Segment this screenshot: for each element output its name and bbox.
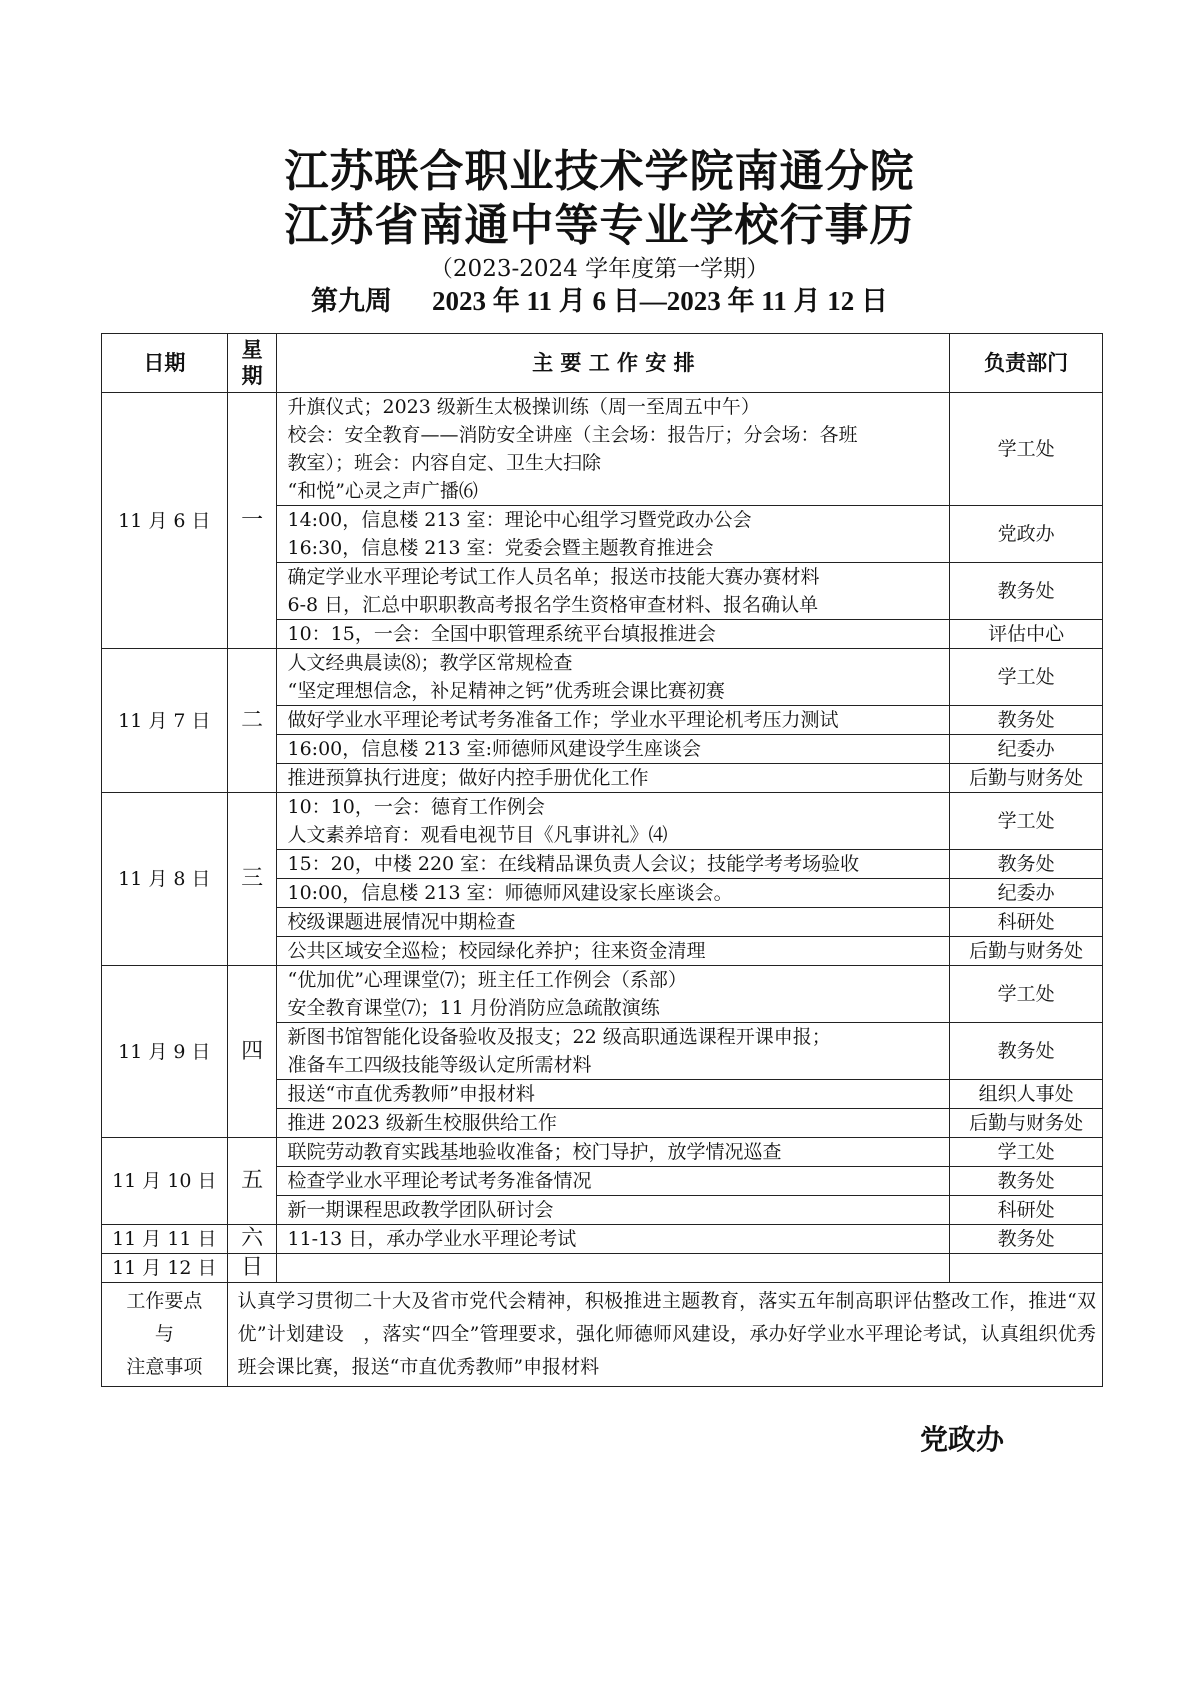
work-item-cell: “优加优”心理课堂⑺；班主任工作例会（系部） <box>277 966 950 995</box>
work-item-cell: 做好学业水平理论考试考务准备工作；学业水平理论机考压力测试 <box>277 706 950 735</box>
department-cell: 党政办 <box>950 506 1103 563</box>
day-date-cell: 11 月 8 日 <box>102 793 228 966</box>
table-row <box>102 793 1103 822</box>
department-cell: 教务处 <box>950 850 1103 879</box>
table-row <box>102 1225 1103 1254</box>
department-cell: 教务处 <box>950 1225 1103 1254</box>
day-date-cell: 11 月 11 日 <box>102 1225 228 1254</box>
header-dept: 负责部门 <box>950 334 1103 393</box>
work-item-cell: 报送“市直优秀教师”申报材料 <box>277 1080 950 1109</box>
department-cell: 评估中心 <box>950 620 1103 649</box>
work-item-cell: 教室）；班会：内容自定、卫生大扫除 <box>277 449 950 477</box>
work-item-cell <box>277 1254 950 1283</box>
day-date-cell: 11 月 10 日 <box>102 1138 228 1225</box>
day-date-cell: 11 月 12 日 <box>102 1254 228 1283</box>
work-item-cell: 6-8 日，汇总中职职教高考报名学生资格审查材料、报名确认单 <box>277 591 950 620</box>
department-cell: 后勤与财务处 <box>950 1109 1103 1138</box>
work-item-cell: 10：15，一会：全国中职管理系统平台填报推进会 <box>277 620 950 649</box>
weekday-cell: 四 <box>227 966 277 1138</box>
day-date-cell: 11 月 6 日 <box>102 393 228 649</box>
weekday-cell: 六 <box>227 1225 277 1254</box>
department-cell: 教务处 <box>950 1167 1103 1196</box>
work-item-cell: 11-13 日，承办学业水平理论考试 <box>277 1225 950 1254</box>
work-item-cell: 公共区域安全巡检；校园绿化养护；往来资金清理 <box>277 937 950 966</box>
work-item-cell: 16:30，信息楼 213 室：党委会暨主题教育推进会 <box>277 534 950 563</box>
work-item-cell: 14:00，信息楼 213 室：理论中心组学习暨党政办公会 <box>277 506 950 535</box>
work-item-cell: 检查学业水平理论考试考务准备情况 <box>277 1167 950 1196</box>
schedule-body <box>102 393 1103 1283</box>
department-cell: 后勤与财务处 <box>950 937 1103 966</box>
department-cell: 纪委办 <box>950 879 1103 908</box>
weekday-cell: 日 <box>227 1254 277 1283</box>
notes-row <box>102 1283 1103 1387</box>
work-item-cell: 10：10，一会：德育工作例会 <box>277 793 950 822</box>
table-row <box>102 649 1103 678</box>
week-label: 第九周 <box>310 286 392 316</box>
work-item-cell: 校会：安全教育——消防安全讲座（主会场：报告厅；分会场：各班 <box>277 421 950 449</box>
department-cell: 组织人事处 <box>950 1080 1103 1109</box>
day-date-cell: 11 月 9 日 <box>102 966 228 1138</box>
week-date-range: 2023 年 11 月 6 日—2023 年 11 月 12 日 <box>431 286 889 316</box>
header-weekday-line-1: 星 <box>241 338 263 362</box>
department-cell: 学工处 <box>950 966 1103 1023</box>
work-item-cell: 推进预算执行进度；做好内控手册优化工作 <box>277 764 950 793</box>
work-item-cell: 新一期课程思政教学团队研讨会 <box>277 1196 950 1225</box>
issuer-signature: 党政办 <box>920 1423 1005 1456</box>
department-cell: 学工处 <box>950 1138 1103 1167</box>
document-title-line-1: 江苏联合职业技术学院南通分院 <box>284 146 915 197</box>
department-cell: 学工处 <box>950 393 1103 506</box>
day-date-cell: 11 月 7 日 <box>102 649 228 793</box>
schedule-table <box>101 333 1103 1387</box>
department-cell: 科研处 <box>950 1196 1103 1225</box>
department-cell: 后勤与财务处 <box>950 764 1103 793</box>
semester-subtitle: （2023-2024 学年度第一学期） <box>429 256 770 282</box>
table-row <box>102 1254 1103 1283</box>
work-item-cell: 推进 2023 级新生校服供给工作 <box>277 1109 950 1138</box>
work-item-cell: 安全教育课堂⑺；11 月份消防应急疏散演练 <box>277 994 950 1023</box>
work-item-cell: 人文素养培育：观看电视节目《凡事讲礼》⑷ <box>277 821 950 850</box>
notes-label-line: 工作要点 <box>126 1290 203 1312</box>
weekday-cell: 一 <box>227 393 277 649</box>
work-item-cell: 准备车工四级技能等级认定所需材料 <box>277 1051 950 1080</box>
work-item-cell: 联院劳动教育实践基地验收准备；校门导护，放学情况巡查 <box>277 1138 950 1167</box>
work-item-cell: 校级课题进展情况中期检查 <box>277 908 950 937</box>
weekday-cell: 三 <box>227 793 277 966</box>
work-item-cell: 15：20，中楼 220 室：在线精品课负责人会议；技能学考考场验收 <box>277 850 950 879</box>
table-row <box>102 393 1103 422</box>
department-cell: 学工处 <box>950 793 1103 850</box>
weekday-cell: 二 <box>227 649 277 793</box>
work-item-cell: 确定学业水平理论考试工作人员名单；报送市技能大赛办赛材料 <box>277 563 950 592</box>
department-cell: 教务处 <box>950 563 1103 620</box>
table-row <box>102 1138 1103 1167</box>
work-item-cell: 新图书馆智能化设备验收及报支；22 级高职通选课程开课申报； <box>277 1023 950 1052</box>
table-row <box>102 966 1103 995</box>
work-item-cell: 16:00，信息楼 213 室:师德师风建设学生座谈会 <box>277 735 950 764</box>
department-cell: 教务处 <box>950 706 1103 735</box>
department-cell: 纪委办 <box>950 735 1103 764</box>
department-cell: 科研处 <box>950 908 1103 937</box>
document-title-line-2: 江苏省南通中等专业学校行事历 <box>284 200 915 251</box>
work-item-cell: 升旗仪式；2023 级新生太极操训练（周一至周五中午） <box>277 393 950 422</box>
notes-label-line: 注意事项 <box>126 1356 203 1378</box>
work-item-cell: “坚定理想信念，补足精神之钙”优秀班会课比赛初赛 <box>277 677 950 706</box>
department-cell: 教务处 <box>950 1023 1103 1080</box>
work-item-cell: 10:00，信息楼 213 室：师德师风建设家长座谈会。 <box>277 879 950 908</box>
header-weekday <box>227 334 277 393</box>
department-cell <box>950 1254 1103 1283</box>
table-header-row <box>102 334 1103 393</box>
notes-label <box>102 1283 228 1387</box>
notes-label-line: 与 <box>154 1323 174 1345</box>
weekday-cell: 五 <box>227 1138 277 1225</box>
header-weekday-line-2: 期 <box>241 364 263 388</box>
work-item-cell: “和悦”心灵之声广播⑹ <box>277 477 950 506</box>
week-heading <box>0 283 1199 319</box>
work-item-cell: 人文经典晨读⑻；教学区常规检查 <box>277 649 950 678</box>
department-cell: 学工处 <box>950 649 1103 706</box>
header-date: 日期 <box>102 334 228 393</box>
header-work: 主 要 工 作 安 排 <box>277 334 950 393</box>
notes-text: 认真学习贯彻二十大及省市党代会精神，积极推进主题教育，落实五年制高职评估整改工作，推进“双优”计划建设 ，落实“四全”管理要求，强化师德师风建设，承办好学业水平理论考试，认真组织优秀班会课比赛，报送“市直优秀教师”申报材料 <box>227 1283 1102 1387</box>
